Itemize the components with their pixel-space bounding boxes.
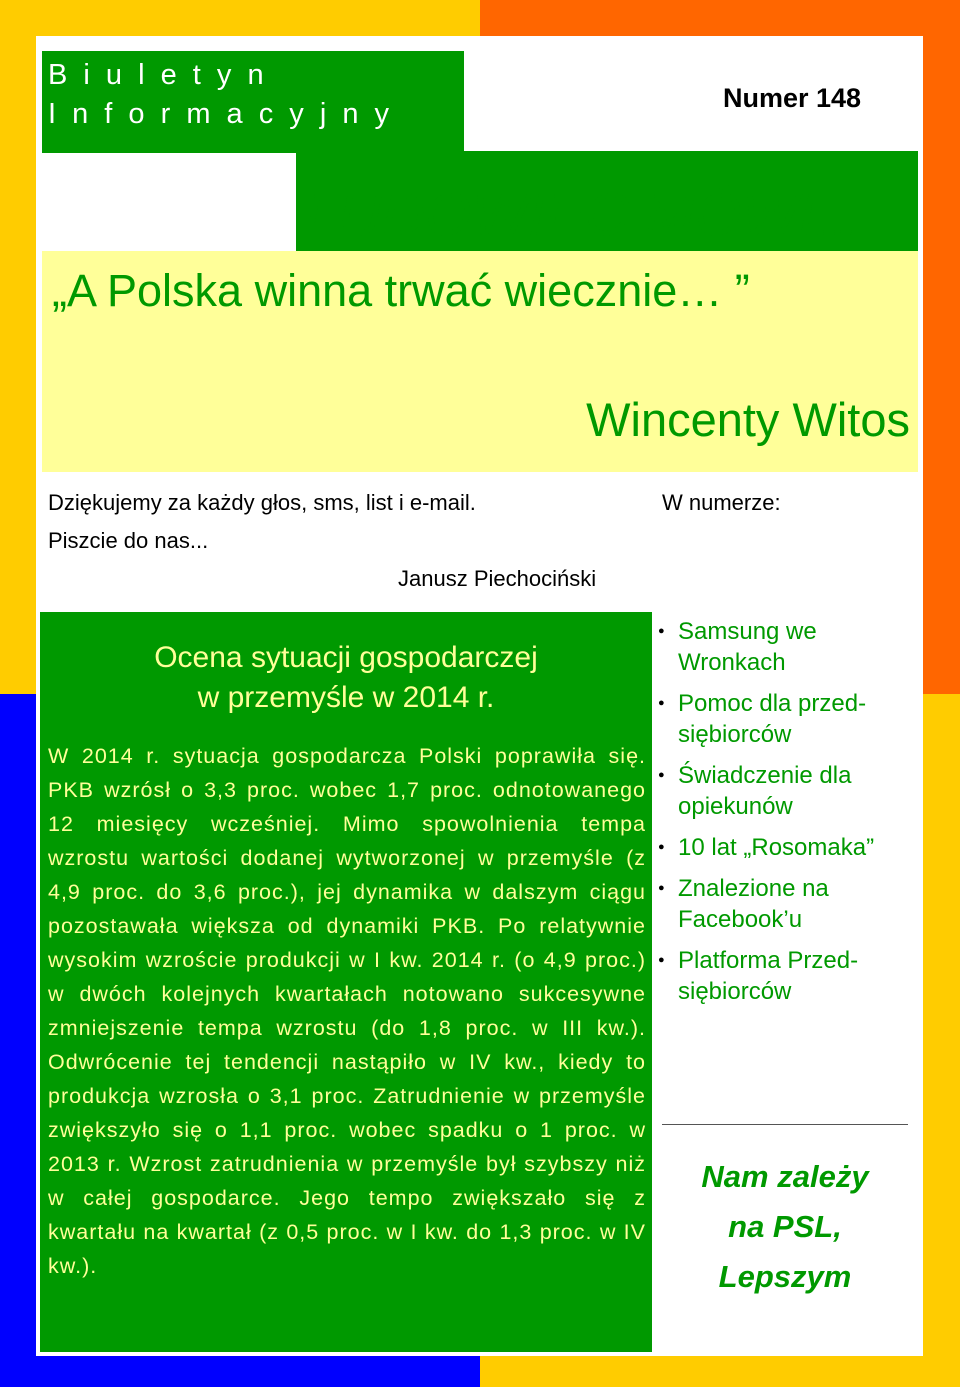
frame-right-orange bbox=[923, 0, 960, 694]
toc-item[interactable]: ● Samsung we Wronkach bbox=[658, 616, 918, 678]
frame-bottom-blue bbox=[0, 1356, 480, 1387]
toc-item[interactable]: ● Pomoc dla przed-siębiorców bbox=[658, 688, 918, 750]
quote-text: „A Polska winna trwać wiecznie… ” bbox=[52, 265, 750, 316]
frame-left-blue bbox=[0, 694, 36, 1387]
slogan-line1: Nam zależy bbox=[701, 1159, 869, 1194]
article-body: W 2014 r. sytuacja gospodarcza Polski poprawiła się. PKB wzrósł o 3,3 proc. wobec 1,7 proc. odnotowanego 12 miesięcy wcześniej. Mimo spowolnienia tempa wzrostu wartości dodanej wytworzonej w przemyśle (z 4,9 proc. do 3,6 proc.), jej dynamika w dalszym ciągu pozostawała większa od dynamiki PKB. Po relatywnie wysokim wzroście produkcji w I kw. 2014 r. (o 4,9 proc.) w dwóch kolejnych kwartałach notowano sukcesywne zmniejszenie tempa wzrostu (do 1,8 proc. w III kw.). Odwrócenie tej tendencji nastąpiło w IV kw., kiedy to produkcja wzrosła o 3,1 proc. Zatrudnienie w przemyśle zwiększyło się o 1,1 proc. wobec spadku o 1 proc. w 2013 r. Wzrost zatrudnienia w przemyśle był szybszy niż w całej gospodarce. Jego tempo zwiększało się z kwartału na kwartał (z 0,5 proc. w I kw. do 1,3 proc. w IV kw.). bbox=[48, 744, 646, 1278]
article-title-line2: w przemyśle w 2014 r. bbox=[197, 681, 495, 714]
main-title: LUDOWIEC MÓWI... bbox=[305, 181, 865, 248]
frame-right-yellow bbox=[923, 694, 960, 1387]
frame-bottom-yellow bbox=[480, 1356, 960, 1387]
toc-heading: W numerze: bbox=[662, 490, 781, 515]
quote-author: Wincenty Witos bbox=[586, 393, 910, 446]
slogan bbox=[662, 1152, 908, 1302]
sidebar-divider bbox=[662, 1124, 908, 1125]
thanks-line: Dziękujemy za każdy głos, sms, list i e-mail. bbox=[48, 490, 476, 515]
slogan-line2: na PSL, bbox=[728, 1209, 842, 1244]
issue-number: Numer 148 bbox=[723, 83, 862, 113]
article-title-line1: Ocena sytuacji gospodarczej bbox=[154, 641, 538, 674]
write-to-us-line: Piszcie do nas... bbox=[48, 528, 209, 553]
frame-top-yellow bbox=[0, 0, 480, 36]
biuletyn-label-box bbox=[42, 51, 464, 153]
biuletyn-line1: B i u l e t y n bbox=[48, 59, 268, 91]
toc-item[interactable]: ● Świadczenie dla opiekunów bbox=[658, 760, 918, 822]
frame-top-orange bbox=[480, 0, 960, 36]
frame-left-yellow bbox=[0, 0, 36, 694]
article-title bbox=[40, 638, 652, 718]
toc-item[interactable]: ● Znalezione na Facebook’u bbox=[658, 873, 918, 935]
toc-item[interactable]: ● Platforma Przed-siębiorców bbox=[658, 945, 918, 1007]
signature: Janusz Piechociński bbox=[398, 566, 597, 591]
toc-list bbox=[658, 616, 918, 1017]
toc-item[interactable]: ● 10 lat „Rosomaka” bbox=[658, 832, 918, 863]
slogan-line3: Lepszym bbox=[718, 1259, 852, 1294]
biuletyn-line2: I n f o r m a c y j n y bbox=[48, 98, 394, 130]
